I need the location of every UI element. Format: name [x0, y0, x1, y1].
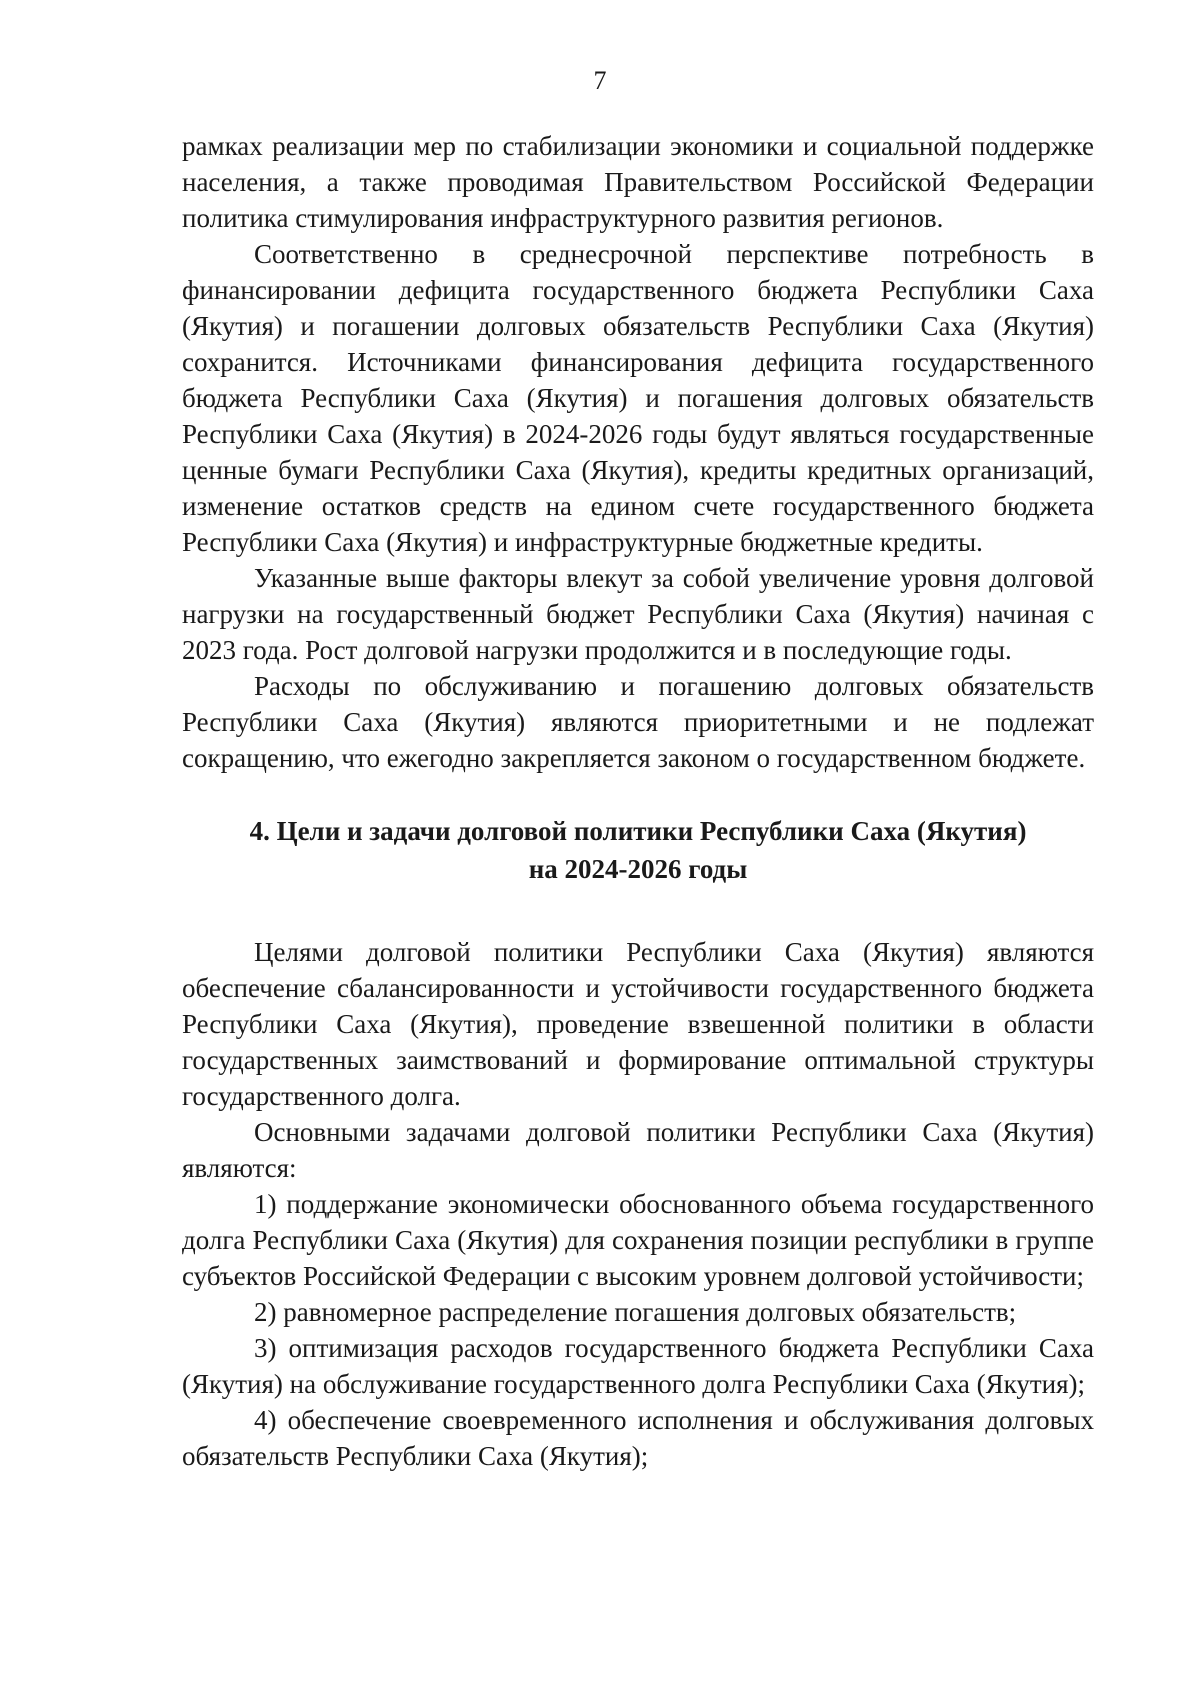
spacer — [182, 888, 1094, 934]
paragraph-debt-expenses: Расходы по обслуживанию и погашению долговых обязательств Республики Саха (Якутия) являются приоритетными и не подлежат сокращению, что ежегодно закрепляется законом о государственном бюджете. — [182, 671, 1094, 773]
section-heading — [182, 812, 1094, 888]
paragraph-tasks-intro: Основными задачами долговой политики Республики Саха (Якутия) являются: — [182, 1117, 1094, 1183]
spacer — [182, 776, 1094, 812]
paragraph-goals: Целями долговой политики Республики Саха (Якутия) являются обеспечение сбалансированности и устойчивости государственного бюджета Республики Саха (Якутия), проведение взвешенной политики в области государственных заимствований и формирование оптимальной структуры государственного долга. — [182, 937, 1094, 1111]
list-item-task-4: 4) обеспечение своевременного исполнения и обслуживания долговых обязательств Республики Саха (Якутия); — [182, 1405, 1094, 1471]
page-number: 7 — [593, 66, 607, 95]
paragraph-continuation: рамках реализации мер по стабилизации экономики и социальной поддержке населения, а также проводимая Правительством Российской Федерации политика стимулирования инфраструктурного развития регионов. — [182, 131, 1094, 233]
list-item-task-3: 3) оптимизация расходов государственного бюджета Республики Саха (Якутия) на обслуживание государственного долга Республики Саха (Якутия); — [182, 1333, 1094, 1399]
document-body — [182, 128, 1094, 1474]
section-heading-line-2: на 2024-2026 годы — [528, 854, 748, 884]
paragraph-financing-sources: Соответственно в среднесрочной перспективе потребность в финансировании дефицита государственного бюджета Республики Саха (Якутия) и погашении долговых обязательств Республики Саха (Якутия) сохранится. Источниками финансирования дефицита государственного бюджета Республики Саха (Якутия) и погашения долговых обязательств Республики Саха (Якутия) в 2024-2026 годы будут являться государственные ценные бумаги Республики Саха (Якутия), кредиты кредитных организаций, изменение остатков средств на едином счете государственного бюджета Республики Саха (Якутия) и инфраструктурные бюджетные кредиты. — [182, 239, 1094, 557]
section-heading-line-1: 4. Цели и задачи долговой политики Республики Саха (Якутия) — [249, 816, 1027, 846]
list-item-task-2: 2) равномерное распределение погашения долговых обязательств; — [254, 1297, 1017, 1327]
paragraph-debt-load: Указанные выше факторы влекут за собой увеличение уровня долговой нагрузки на государственный бюджет Республики Саха (Якутия) начиная с 2023 года. Рост долговой нагрузки продолжится и в последующие годы. — [182, 563, 1094, 665]
list-item-task-1: 1) поддержание экономически обоснованного объема государственного долга Республики Саха (Якутия) для сохранения позиции республики в группе субъектов Российской Федерации с высоким уровнем долговой устойчивости; — [182, 1189, 1094, 1291]
